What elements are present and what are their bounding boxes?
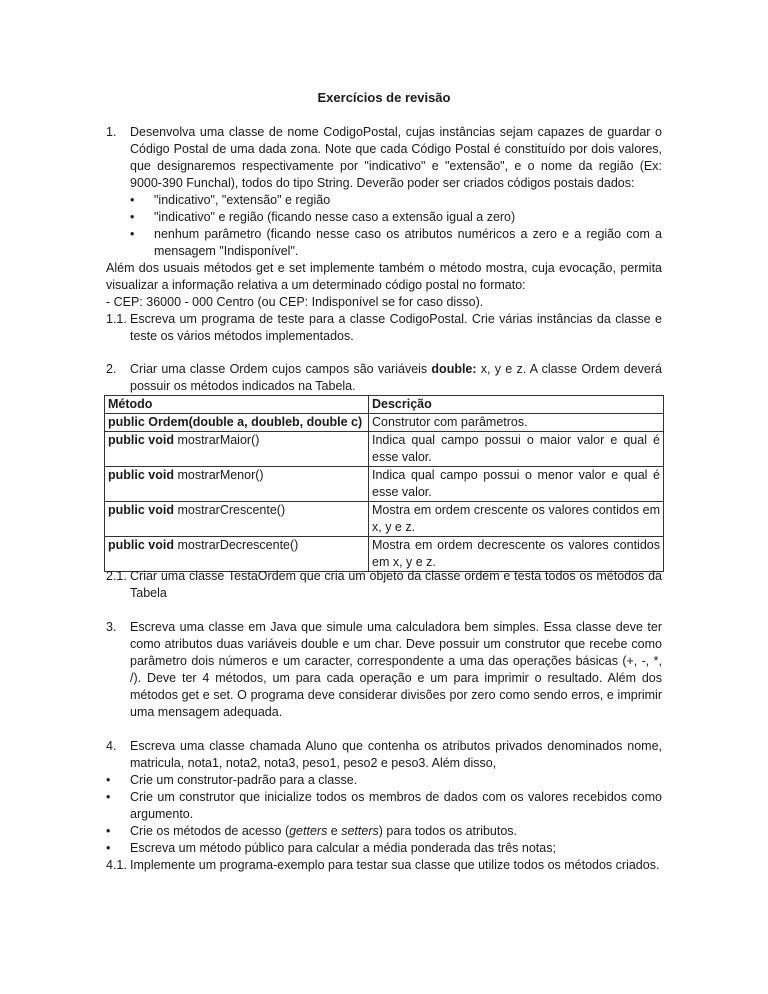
exercise-text: Desenvolva uma classe de nome CodigoPostal, cujas instâncias sejam capazes de guardar o Código Postal de uma dada zona. Note que cada Código Postal é constituído por dois valores, que designaremos respectivamente por "indicativo" e "extensão", e o nome da região (Ex: 9000-390 Funchal), todos do tipo String. Deverão poder ser criados códigos postais dados:	[130, 125, 662, 190]
text-span: e	[327, 824, 342, 838]
exercise-2	[106, 361, 662, 395]
list-item-text: Crie um construtor que inicialize todos os membros de dados com os valores recebidos como argumento.	[130, 790, 662, 821]
exercise-text: Escreva uma classe em Java que simule uma calculadora bem simples. Essa classe deve ter como atributos duas variáveis double e um char. Deve possuir um construtor que recebe como parâmetro dois números e um caracter, correspondente a uma das operações básicas (+, -, *, /). Deve ter 4 métodos, um para cada operação e um para imprimir o resultado. Além dos métodos get e set. O programa deve considerar divisões por zero como sendo erros, e imprimir uma mensagem adequada.	[130, 620, 662, 719]
exercise-1	[106, 124, 662, 345]
method-cell	[105, 432, 369, 467]
text-span: x, y e z. A classe Ordem deverá possuir os métodos indicados na Tabela.	[130, 362, 662, 393]
exercise-text: Escreva uma classe chamada Aluno que contenha os atributos privados denominados nome, matricula, nota1, nota2, nota3, peso1, peso2 e peso3. Além disso,	[130, 739, 662, 770]
description-cell: Mostra em ordem crescente os valores contidos em x, y e z.	[369, 502, 664, 537]
text-span: double:	[431, 362, 477, 376]
method-name: mostrarDecrescente()	[173, 538, 299, 552]
table-row	[105, 537, 664, 572]
method-name: mostrarMenor()	[173, 468, 264, 482]
exercise-number: 1.	[106, 125, 117, 139]
sub-exercise-text: Implemente um programa-exemplo para testar sua classe que utilize todos os métodos criados.	[130, 858, 660, 872]
list-item	[106, 772, 662, 789]
table-row	[105, 467, 664, 502]
text-span: Crie os métodos de acesso (	[130, 824, 290, 838]
method-keyword: public void	[108, 538, 174, 552]
table-row	[105, 432, 664, 467]
sub-exercise-2-1	[106, 568, 662, 602]
table-row	[105, 414, 664, 432]
page-title: Exercícios de revisão	[317, 90, 451, 105]
paragraph: - CEP: 36000 - 000 Centro (ou CEP: Indisponível se for caso disso).	[106, 295, 484, 309]
exercise-number: 2.	[106, 362, 117, 376]
sub-exercise-number: 1.1.	[106, 312, 127, 326]
text-span: ) para todos os atributos.	[378, 824, 518, 838]
sub-exercise-number: 4.1.	[106, 858, 127, 872]
method-name: mostrarMaior()	[173, 433, 260, 447]
sub-exercise-text: Criar uma classe TestaOrdem que cria um objeto da classe ordem e testa todos os métodos da Tabela	[130, 569, 662, 600]
column-header: Descrição	[369, 396, 664, 414]
exercise-3	[106, 619, 662, 721]
bullet-icon: •	[106, 824, 111, 838]
list-item-text: Crie um construtor-padrão para a classe.	[130, 773, 358, 787]
list-item	[106, 192, 662, 209]
text-span: setters	[341, 824, 379, 838]
bullet-icon: •	[130, 193, 135, 207]
bullet-icon: •	[106, 790, 111, 804]
sub-exercise	[106, 311, 662, 345]
table-row	[105, 502, 664, 537]
list-item	[106, 823, 662, 840]
list-item-text: nenhum parâmetro (ficando nesse caso os atributos numéricos a zero e a região com a mensagem "Indisponível".	[154, 227, 662, 258]
sub-exercise-number: 2.1.	[106, 569, 127, 583]
exercise-text	[130, 361, 662, 395]
column-header: Método	[105, 396, 369, 414]
list-item	[106, 840, 662, 857]
bullet-icon: •	[130, 227, 135, 241]
description-cell: Indica qual campo possui o maior valor e qual é esse valor.	[369, 432, 664, 467]
list-item-text: "indicativo" e região (ficando nesse caso a extensão igual a zero)	[154, 210, 516, 224]
method-cell	[105, 537, 369, 572]
sub-exercise	[106, 857, 662, 874]
method-name: mostrarCrescente()	[173, 503, 286, 517]
bullet-icon: •	[106, 841, 111, 855]
method-cell	[105, 414, 369, 432]
method-cell	[105, 467, 369, 502]
bullet-icon: •	[130, 210, 135, 224]
sub-exercise-text: Escreva um programa de teste para a classe CodigoPostal. Crie várias instâncias da classe e teste os vários métodos implementados.	[130, 312, 662, 343]
list-item	[106, 209, 662, 226]
list-item-text: Escreva um método público para calcular a média ponderada das três notas;	[130, 841, 556, 855]
description-cell: Mostra em ordem decrescente os valores contidos em x, y e z.	[369, 537, 664, 572]
text-span: getters	[289, 824, 328, 838]
exercise-number: 4.	[106, 739, 117, 753]
table-header-row	[105, 396, 664, 414]
method-signature: public Ordem(double a, doubleb, double c)	[108, 415, 363, 429]
exercise-4	[106, 738, 662, 874]
method-keyword: public void	[108, 468, 174, 482]
list-item	[106, 226, 662, 260]
description-cell: Construtor com parâmetros.	[369, 414, 664, 432]
text-span: Criar uma classe Ordem cujos campos são variáveis	[130, 362, 432, 376]
description-cell: Indica qual campo possui o menor valor e qual é esse valor.	[369, 467, 664, 502]
exercise-number: 3.	[106, 620, 117, 634]
methods-table	[104, 395, 664, 572]
paragraph: Além dos usuais métodos get e set implemente também o método mostra, cuja evocação, permita visualizar a informação relativa a um determinado código postal no formato:	[106, 261, 662, 292]
method-keyword: public void	[108, 433, 174, 447]
list-item-text: "indicativo", "extensão" e região	[154, 193, 331, 207]
method-cell	[105, 502, 369, 537]
list-item	[106, 789, 662, 823]
method-keyword: public void	[108, 503, 174, 517]
bullet-icon: •	[106, 773, 111, 787]
